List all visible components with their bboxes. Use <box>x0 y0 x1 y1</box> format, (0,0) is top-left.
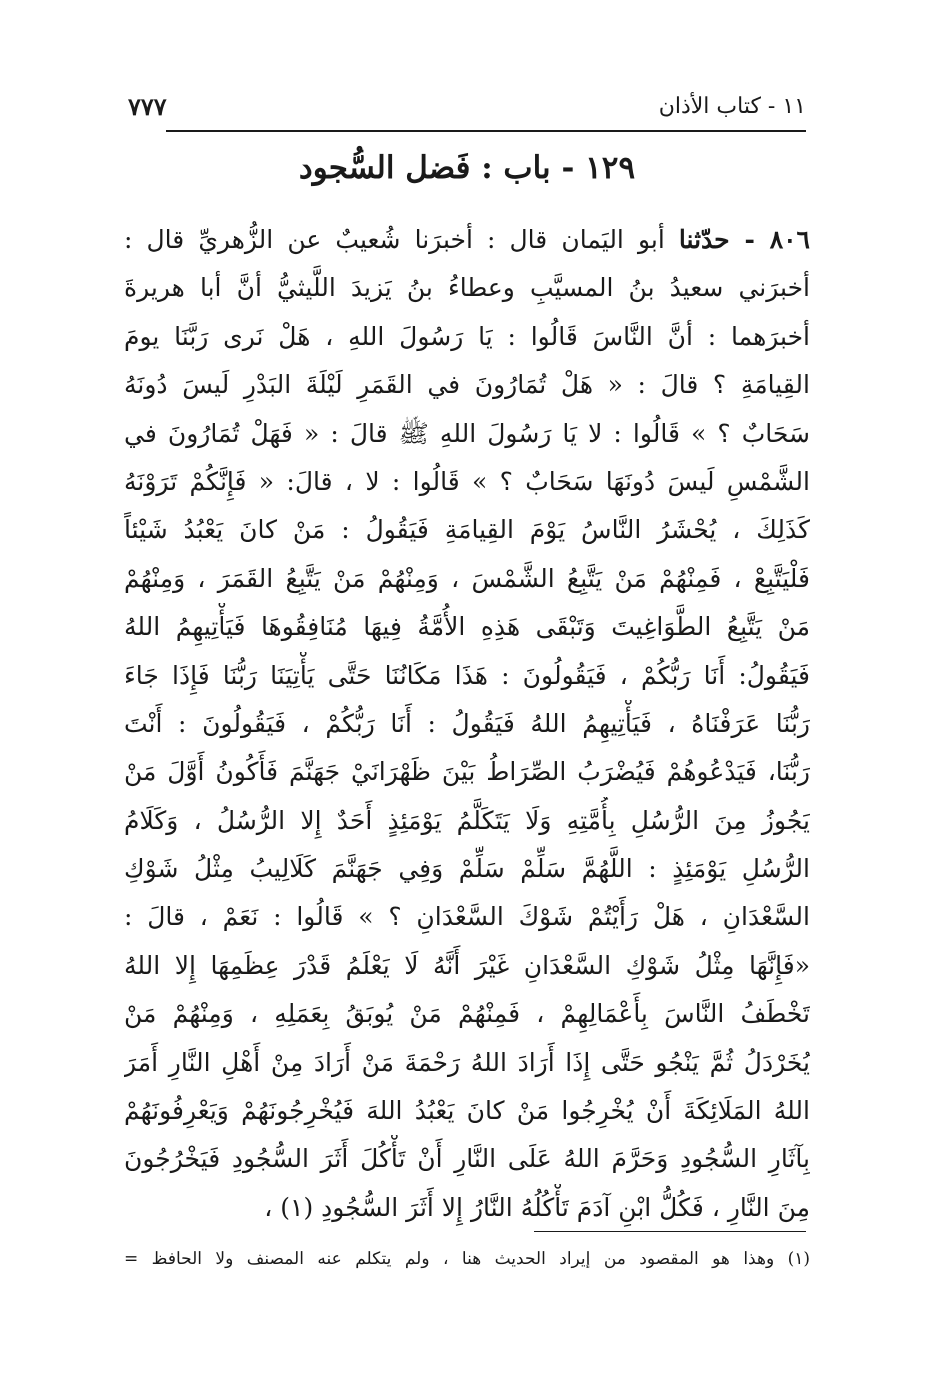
hadith-line-7: كَذَلِكَ ، يُحْشَرُ النَّاسُ يَوْمَ القِيامَةِ فَيَقُولُ : مَنْ كانَ يَعْبُدُ شَيْئاً <box>124 515 810 545</box>
hadith-line-18: يُخَرْدَلُ ثُمَّ يَنْجُو حَتَّى إِذَا أَرَادَ اللهُ رَحْمَةَ مَنْ أَرَادَ مِنْ أَهْلِ النَّارِ أَمَرَ <box>124 1047 810 1077</box>
hadith-line-2: أخبرَني سعيدُ بنُ المسيَّبِ وعطاءُ بنُ يَزيدَ اللَّيثيُّ أنَّ أبا هريرةَ <box>124 273 810 303</box>
page-number: ٧٧٧ <box>128 92 167 121</box>
hadith-line-6: الشَّمْسِ لَيسَ دُونَهَا سَحَابٌ ؟ » قَالُوا : لا ، قالَ: « فَإِنَّكُمْ تَرَوْنَهُ <box>124 466 810 496</box>
hadith-line-9: مَنْ يَتَّبِعُ الطَّوَاغِيتَ وَتَبْقَى هَذِهِ الأُمَّةُ فِيهَا مُنَافِقُوهَا فَيَأْتِيهِمُ اللهُ <box>124 612 810 642</box>
running-head <box>128 92 806 126</box>
hadith-line-12: رَبُّنَا، فَيَدْعُوهُمْ فَيُضْرَبُ الصِّرَاطُ بَيْنَ ظَهْرَانَيْ جَهَنَّمَ فَأَكُونُ أَوَّلَ مَنْ <box>124 757 810 787</box>
hadith-text <box>124 216 810 1234</box>
hadith-line-3: أخبرَهما : أنَّ النَّاسَ قَالُوا : يَا رَسُولَ اللهِ ، هَلْ نَرى رَبَّنَا يومَ <box>124 321 810 351</box>
hadith-line-14: الرُّسُلِ يَوْمَئِذٍ : اللَّهُمَّ سَلِّمْ سَلِّمْ وَفِي جَهَنَّمَ كَلَالِيبُ مِثْلُ شَوْكِ <box>124 854 810 884</box>
footnote-divider <box>534 1231 806 1232</box>
hadith-line-1 <box>124 216 810 264</box>
hadith-line-16: «فَإِنَّهَا مِثْلُ شَوْكِ السَّعْدَانِ غَيْرَ أَنَّهُ لَا يَعْلَمُ قَدْرَ عِظَمِهَا إِلا اللهُ <box>124 950 810 980</box>
hadith-line-4: القِيامَةِ ؟ قالَ : « هَلْ تُمَارُونَ في القَمَرِ لَيْلَةَ البَدْرِ لَيسَ دُونَهُ <box>124 370 810 400</box>
chapter-heading: ١٢٩ - باب : فَضل السُّجود <box>298 150 636 186</box>
hadith-line-8: فَلْيَتَّبِعْ ، فَمِنْهُمْ مَنْ يَتَّبِعُ الشَّمْسَ ، وَمِنْهُمْ مَنْ يَتَّبِعُ القَمَرَ ، وَمِنْهُمْ <box>124 563 810 593</box>
hadith-line-1-rest: أبو اليَمان قال : أخبرَنا شُعيبٌ عن الزُّهريِّ قال : <box>124 225 679 254</box>
hadith-line-17: تَخْطَفُ النَّاسَ بِأَعْمَالِهِمْ ، فَمِنْهُمْ مَنْ يُوبَقُ بِعَمَلِهِ ، وَمِنْهُمْ مَنْ <box>124 999 810 1029</box>
hadith-line-19: اللهُ المَلَائِكَةَ أَنْ يُخْرِجُوا مَنْ كانَ يَعْبُدُ اللهَ فَيُخْرِجُونَهُمْ وَيَعْرِفُونَهُمْ <box>124 1096 810 1126</box>
hadith-line-21: مِنَ النَّارِ ، فَكُلُّ ابْنِ آدَمَ تَأْكُلُهُ النَّارُ إِلا أَثَرَ السُّجُودِ (١) ، <box>264 1192 810 1222</box>
hadith-line-10: فَيَقُولُ: أَنَا رَبُّكُمْ ، فَيَقُولُونَ : هَذَا مَكَانُنَا حَتَّى يَأْتِيَنَا رَبُّنَا فَإِذَا جَاءَ <box>124 660 810 690</box>
hadith-lead-word: حدّثنا <box>678 225 730 254</box>
book-title: ١١ - كتاب الأذان <box>658 94 806 119</box>
hadith-line-20: بِآثَارِ السُّجُودِ وَحَرَّمَ اللهُ عَلَى النَّارِ أَنْ تَأْكُلَ أَثَرَ السُّجُودِ فَيَخْرُجُونَ <box>124 1144 810 1174</box>
hadith-line-15: السَّعْدَانِ ، هَلْ رَأَيْتُمْ شَوْكَ السَّعْدَانِ ؟ » قَالُوا : نَعَمْ ، قالَ : <box>124 902 810 932</box>
hadith-number: ٨٠٦ - <box>729 225 810 254</box>
hadith-line-11: رَبُّنَا عَرَفْنَاهُ ، فَيَأْتِيهِمُ اللهُ فَيَقُولُ : أَنَا رَبُّكُمْ ، فَيَقُولُونَ : أَنْتَ <box>124 708 810 738</box>
footnote: (١) وهذا هو المقصود من إيراد الحديث هنا ، ولم يتكلم عنه المصنف ولا الحافظ = <box>124 1249 810 1269</box>
hadith-line-5: سَحَابٌ ؟ » قَالُوا : لا يَا رَسُولَ اللهِ ﷺ قالَ : « فَهَلْ تُمَارُونَ في <box>124 418 810 448</box>
hadith-line-13: يَجُوزُ مِنَ الرُّسُلِ بِأُمَّتِهِ وَلَا يَتَكَلَّمُ يَوْمَئِذٍ أَحَدٌ إِلا الرُّسُلُ ، وَكَلَامُ <box>124 805 810 835</box>
header-divider <box>166 130 806 132</box>
